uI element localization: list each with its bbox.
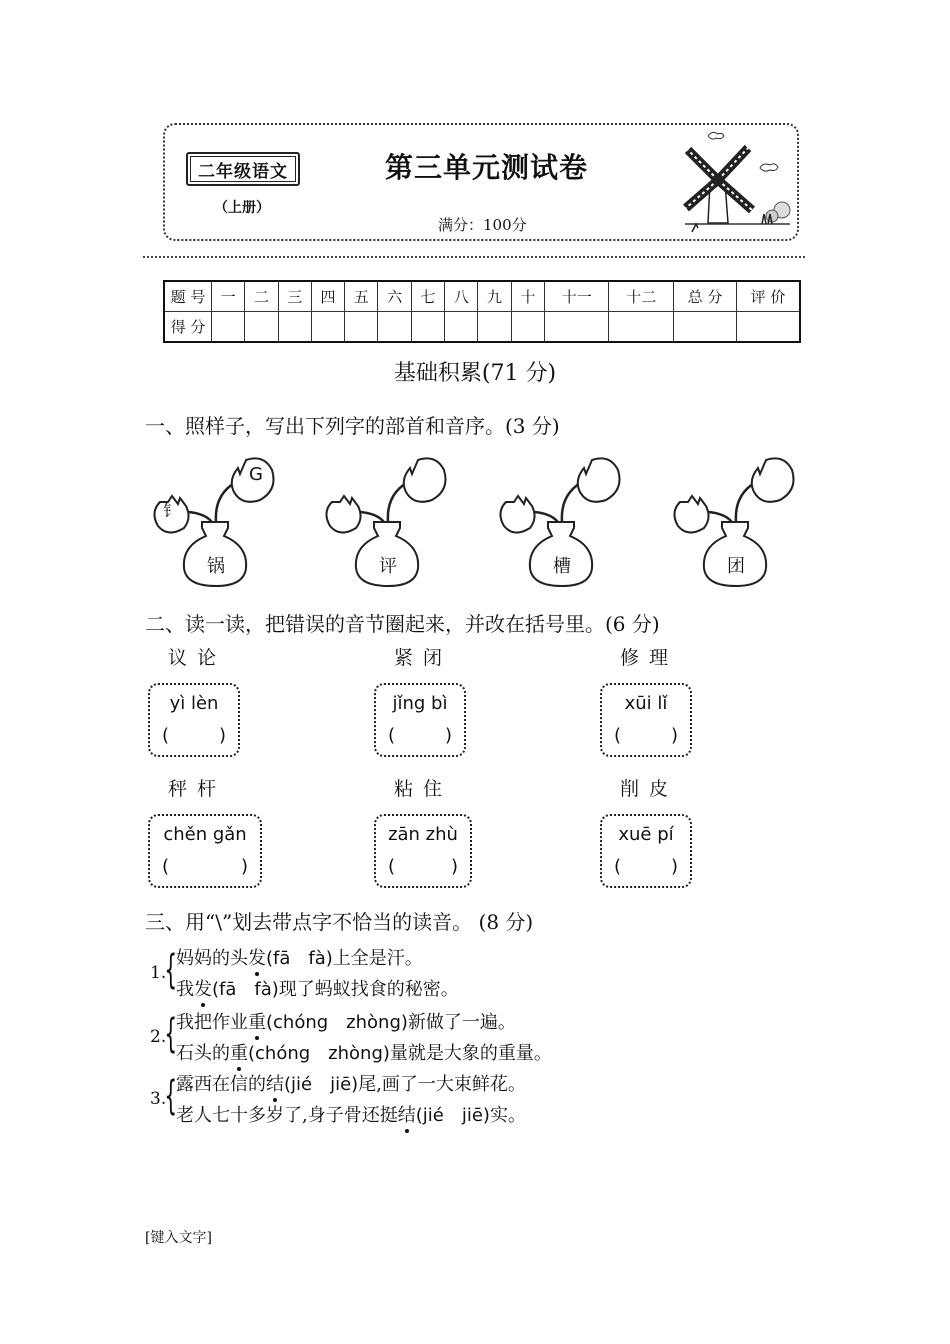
sentence-post: 新做了一遍。 xyxy=(407,1012,516,1033)
flower-vase-3 xyxy=(496,452,626,582)
pronunciation-options[interactable]: (chóng zhòng) xyxy=(248,1043,390,1064)
dotted-character: 重 xyxy=(230,1043,248,1064)
paren-open: ( xyxy=(162,725,170,746)
sentence-line xyxy=(176,1070,526,1096)
page-title: 第三单元测试卷 xyxy=(385,151,589,184)
col-header: 二 xyxy=(245,281,278,312)
sentence-post: 量就是大象的重量。 xyxy=(389,1043,552,1064)
dotted-character: 结 xyxy=(266,1074,284,1095)
col-header: 评 价 xyxy=(737,281,801,312)
sentence-pre: 我把作业 xyxy=(176,1012,248,1033)
group-number: 1. xyxy=(150,963,167,983)
flower-vase-2 xyxy=(322,452,452,582)
pinyin-box xyxy=(600,814,692,888)
brace-icon: { xyxy=(164,1073,178,1119)
word-label: 粘住 xyxy=(394,778,453,800)
dotted-character: 发 xyxy=(248,948,266,969)
word-label: 秤杆 xyxy=(168,778,227,800)
footer-placeholder: [键入文字] xyxy=(145,1230,212,1246)
pinyin-box xyxy=(374,683,466,757)
pinyin-box xyxy=(600,683,692,757)
paren-open: ( xyxy=(614,725,622,746)
col-header: 七 xyxy=(411,281,444,312)
pinyin-text[interactable]: yì lèn xyxy=(169,693,219,714)
full-score: 满分：100分 xyxy=(438,216,527,234)
pinyin-box xyxy=(148,814,262,888)
vase-character: 锅 xyxy=(207,556,225,577)
paren-open: ( xyxy=(388,856,396,877)
pronunciation-options[interactable]: (chóng zhòng) xyxy=(266,1012,408,1033)
col-header: 十一 xyxy=(544,281,608,312)
brace-icon: { xyxy=(164,1011,178,1057)
dotted-character: 发 xyxy=(194,979,212,1000)
question-3-title: 三、用“\”划去带点字不恰当的读音。 (8 分) xyxy=(145,910,534,934)
sentence-line xyxy=(176,944,423,970)
score-table xyxy=(163,280,801,343)
group-number: 2. xyxy=(150,1027,167,1047)
col-header: 六 xyxy=(378,281,411,312)
paren-close: ) xyxy=(240,856,248,877)
dotted-character: 结 xyxy=(397,1105,416,1126)
volume-label: （上册） xyxy=(214,200,270,216)
paren-close: ) xyxy=(444,725,452,746)
row-label: 得 分 xyxy=(164,312,212,343)
score-cell[interactable] xyxy=(345,312,378,343)
sentence-line xyxy=(176,1008,516,1034)
flower-vase-4 xyxy=(670,452,800,582)
sentence-pre: 老人七十多岁了,身子骨还挺 xyxy=(176,1105,398,1126)
score-cell[interactable] xyxy=(245,312,278,343)
group-number: 3. xyxy=(150,1089,167,1109)
word-label: 削皮 xyxy=(620,778,679,800)
score-table-score-row xyxy=(164,312,800,343)
score-cell[interactable] xyxy=(674,312,737,343)
paren-close: ) xyxy=(450,856,458,877)
col-header: 五 xyxy=(345,281,378,312)
pinyin-text[interactable]: xuē pí xyxy=(618,824,674,845)
vase-character: 评 xyxy=(379,556,397,577)
example-letter: G xyxy=(249,464,263,485)
paren-close: ) xyxy=(670,856,678,877)
pronunciation-options[interactable]: (jié jiē) xyxy=(415,1105,490,1126)
vase-character: 槽 xyxy=(553,556,571,577)
grade-badge xyxy=(186,152,300,186)
col-header: 九 xyxy=(478,281,511,312)
paren-close: ) xyxy=(218,725,226,746)
score-cell[interactable] xyxy=(212,312,245,343)
pronunciation-options[interactable]: (jié jiē) xyxy=(284,1074,359,1095)
score-cell[interactable] xyxy=(511,312,544,343)
flower-vase-1 xyxy=(150,452,280,582)
sentence-pre: 露西在信的 xyxy=(176,1074,266,1095)
col-header: 一 xyxy=(212,281,245,312)
score-cell[interactable] xyxy=(478,312,511,343)
score-cell[interactable] xyxy=(311,312,344,343)
col-header: 三 xyxy=(278,281,311,312)
section-title: 基础积累(71 分) xyxy=(393,361,557,386)
header-separator xyxy=(143,256,805,258)
sentence-line xyxy=(176,1101,526,1127)
sentence-post: 上全是汗。 xyxy=(332,948,423,969)
sentence-pre: 我 xyxy=(176,979,194,1000)
sentence-pre: 妈妈的头 xyxy=(176,948,248,969)
brace-icon: { xyxy=(164,947,178,993)
sentence-pre: 石头的 xyxy=(176,1043,230,1064)
word-label: 修理 xyxy=(620,647,679,669)
pinyin-box xyxy=(148,683,240,757)
grade-label: 二年级语文 xyxy=(190,156,296,182)
question-1-title: 一、照样子，写出下列字的部首和音序。(3 分) xyxy=(145,414,560,438)
pinyin-text[interactable]: chěn gǎn xyxy=(163,824,247,845)
sentence-line xyxy=(176,1039,552,1065)
pinyin-box xyxy=(374,814,472,888)
score-cell[interactable] xyxy=(378,312,411,343)
col-header: 十二 xyxy=(609,281,674,312)
score-cell[interactable] xyxy=(411,312,444,343)
pronunciation-options[interactable]: (fā fà) xyxy=(212,979,279,1000)
sentence-post: 实。 xyxy=(489,1105,526,1126)
vase-character: 团 xyxy=(727,556,745,577)
col-header: 十 xyxy=(511,281,544,312)
pinyin-text[interactable]: zān zhù xyxy=(388,824,458,845)
score-cell[interactable] xyxy=(737,312,801,343)
pronunciation-options[interactable]: (fā fà) xyxy=(266,948,333,969)
score-cell[interactable] xyxy=(609,312,674,343)
sentence-line xyxy=(176,975,459,1001)
word-label: 紧闭 xyxy=(394,647,453,669)
question-2-title: 二、读一读，把错误的音节圈起来，并改在括号里。(6 分) xyxy=(145,612,660,636)
sentence-post: 现了蚂蚁找食的秘密。 xyxy=(278,979,459,1000)
paren-open: ( xyxy=(388,725,396,746)
row-label: 题 号 xyxy=(164,281,212,312)
paren-close: ) xyxy=(670,725,678,746)
paren-open: ( xyxy=(162,856,170,877)
col-header: 四 xyxy=(311,281,344,312)
score-cell[interactable] xyxy=(544,312,608,343)
paren-open: ( xyxy=(614,856,622,877)
dotted-character: 重 xyxy=(248,1012,266,1033)
col-header: 总 分 xyxy=(674,281,737,312)
score-cell[interactable] xyxy=(445,312,478,343)
sentence-post: 尾,画了一大束鲜花。 xyxy=(358,1074,526,1095)
score-table-header-row xyxy=(164,281,800,312)
pinyin-text[interactable]: xūi lǐ xyxy=(624,693,668,714)
pinyin-text[interactable]: jǐng bì xyxy=(392,693,448,714)
col-header: 八 xyxy=(445,281,478,312)
windmill-illustration xyxy=(680,128,795,238)
word-label: 议论 xyxy=(168,647,227,669)
example-radical: 钅 xyxy=(162,501,179,520)
score-cell[interactable] xyxy=(278,312,311,343)
